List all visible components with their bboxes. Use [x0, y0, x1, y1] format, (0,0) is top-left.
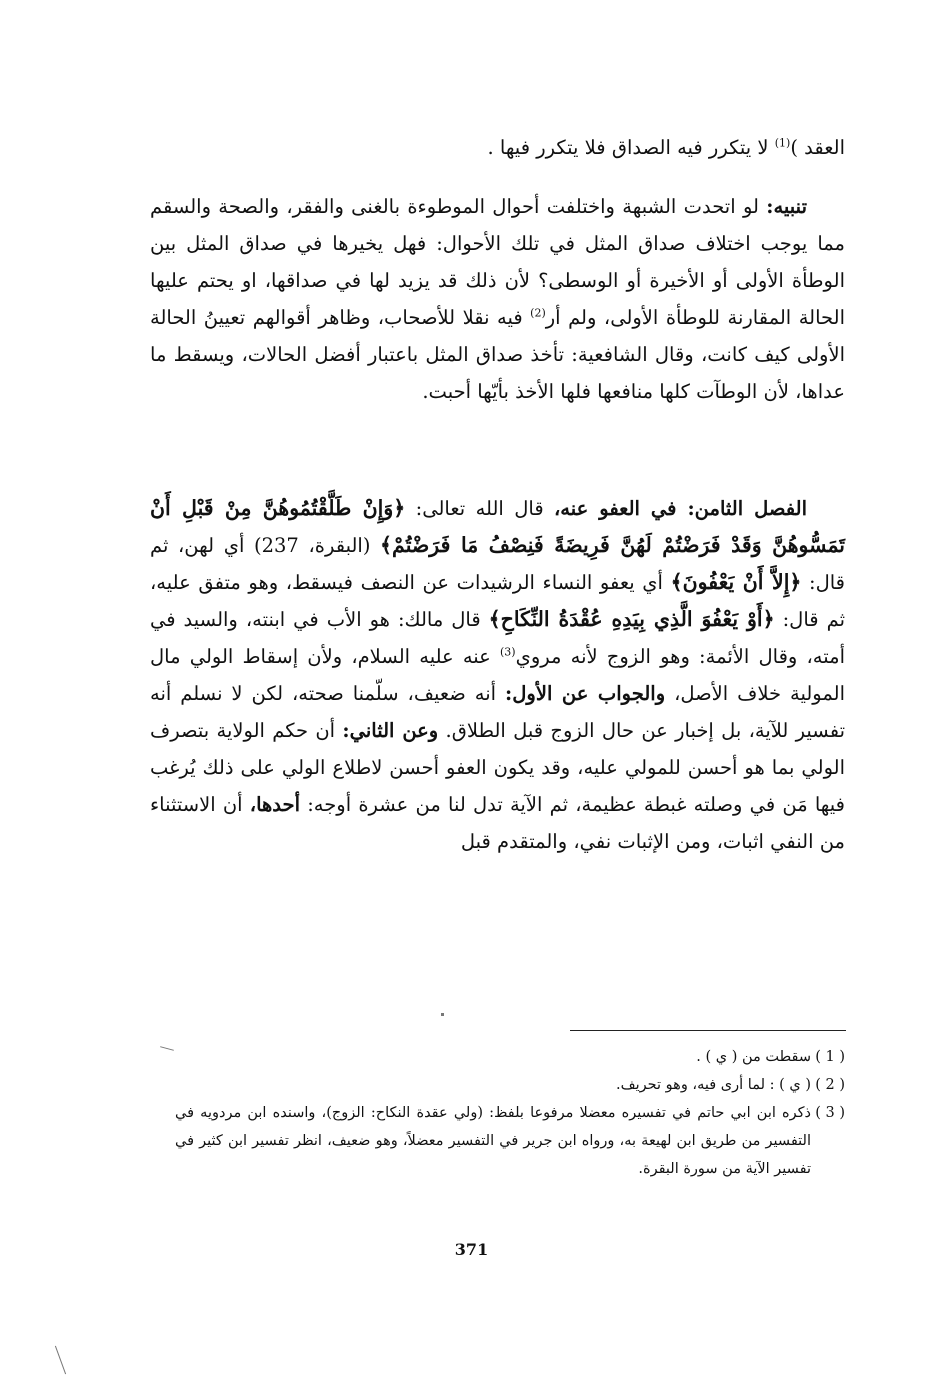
text-run: قال مالك: هو الأب في ابنته، والسيد في أمته، وقال الأئمة: وهو الزوج لأنه مروي [150, 608, 845, 668]
text-run: فيه نقلا للأصحاب، وظاهر أقوالهم تعيينُ الحالة الأولى كيف كانت، وقال الشافعية: تأخذ صداق المثل باعتبار أفضل الحالات، ويسقط ما عداها، لأن الوطآت كلها منافعها فلها الأخذ بأيّها أحبت. [150, 306, 845, 403]
page-number: 371 [454, 1240, 489, 1259]
paragraph-continuation [150, 129, 845, 166]
section-heading: الفصل الثامن: في العفو عنه، [554, 497, 807, 520]
quran-verse: ﴿إِلاَّ أَنْ يَعْفُونَ﴾ [670, 570, 802, 594]
text-run: العقد ) [790, 136, 845, 159]
footnote-number: ( 3 ) [815, 1105, 845, 1121]
note-heading: تنبيه: [766, 195, 807, 218]
point-heading: أحدها، [249, 793, 301, 816]
footnote-text: سقطت من ( ي ) . [696, 1049, 811, 1065]
text-run: لو اتحدت الشبهة واختلفت أحوال الموطوءة بالغنى والفقر، والصحة والسقم مما يوجب اختلاف صداق المثل في تلك الأحوال: فهل يخيرها في صداق المثل بين الوطأة الأولى أو الأخيرة أو الوسطى؟ لأن ذلك قد يزيد لها في صداقها، او يحتم عليها الحالة المقارنة للوطأة الأولى، ولم أر [150, 195, 845, 329]
footnotes [175, 1043, 845, 1183]
footnote-text: ( ي ) : لما أرى فيه، وهو تحريف. [616, 1077, 811, 1093]
footnote-ref-3[interactable]: (3) [499, 645, 516, 659]
answer-heading: وعن الثاني: [342, 719, 439, 742]
text-run: قال الله تعالى: [405, 497, 555, 520]
quran-verse: ﴿وَإِنْ طَلَّقْتُمُوهُنَّ مِنْ قَبْلِ أَنْ تَمَسُّوهُنَّ وَقَدْ فَرَضْتُمْ لَهُنَّ فَرِيضَةً فَنِصْفُ مَا فَرَضْتُمْ﴾ [150, 496, 845, 557]
text-run: أي يعفو النساء الرشيدات عن النصف فيسقط، وهو متفق عليه، ثم قال: [150, 571, 845, 631]
footnote-ref-1[interactable]: (1) [774, 136, 791, 150]
scan-speck [441, 1013, 444, 1016]
footnote [175, 1071, 845, 1099]
paragraph-note [150, 188, 845, 410]
footnote [175, 1099, 845, 1183]
text-run: أنه ضعيف، سلّمنا صحته، لكن لا نسلم أنه تفسير للآية، بل إخبار عن حال الزوج قبل الطلاق. [150, 682, 845, 742]
footnote [175, 1043, 845, 1071]
footnote-divider [570, 1030, 846, 1031]
text-run: أن حكم الولاية بتصرف الولي بما هو أحسن للمولي عليه، وقد يكون العفو أحسن لاطلاع الولي على ذلك يُرغب فيها مَن في وصلته غبطة عظيمة، ثم الآية تدل لنا من عشرة أوجه: [150, 719, 845, 816]
quran-verse: ﴿أَوْ يَعْفُوَ الَّذِي بِيَدِهِ عُقْدَةُ النِّكَاحِ﴾ [488, 607, 775, 631]
scan-speck [55, 1346, 66, 1375]
text-run: أن الاستثناء من النفي اثبات، ومن الإثبات نفي، والمتقدم قبل [150, 793, 845, 853]
footnote-ref-2[interactable]: (2) [530, 306, 546, 320]
text-run: لا يتكرر فيه الصداق فلا يتكرر فيها . [487, 136, 775, 159]
text-run: عنه عليه السلام، ولأن إسقاط الولي مال المولية خلاف الأصل، [150, 645, 845, 705]
text-run: (البقرة، 237) أي لهن، ثم قال: [150, 534, 846, 594]
footnote-number: ( 1 ) [815, 1049, 845, 1065]
paragraph-chapter-8 [150, 490, 845, 860]
footnote-text: ذكره ابن ابي حاتم في تفسيره معضلا مرفوعا بلفظ: (ولي عقدة النكاح: الزوج)، واسنده ابن مردويه في التفسير من طريق ابن لهيعة به، ورواه ابن جرير في التفسير معضلاً، وهو ضعيف، انظر تفسير ابن كثير في تفسير الآية من سورة البقرة. [175, 1105, 811, 1177]
scan-speck [160, 1046, 174, 1051]
answer-heading: والجواب عن الأول: [505, 682, 666, 705]
footnote-number: ( 2 ) [815, 1077, 845, 1093]
